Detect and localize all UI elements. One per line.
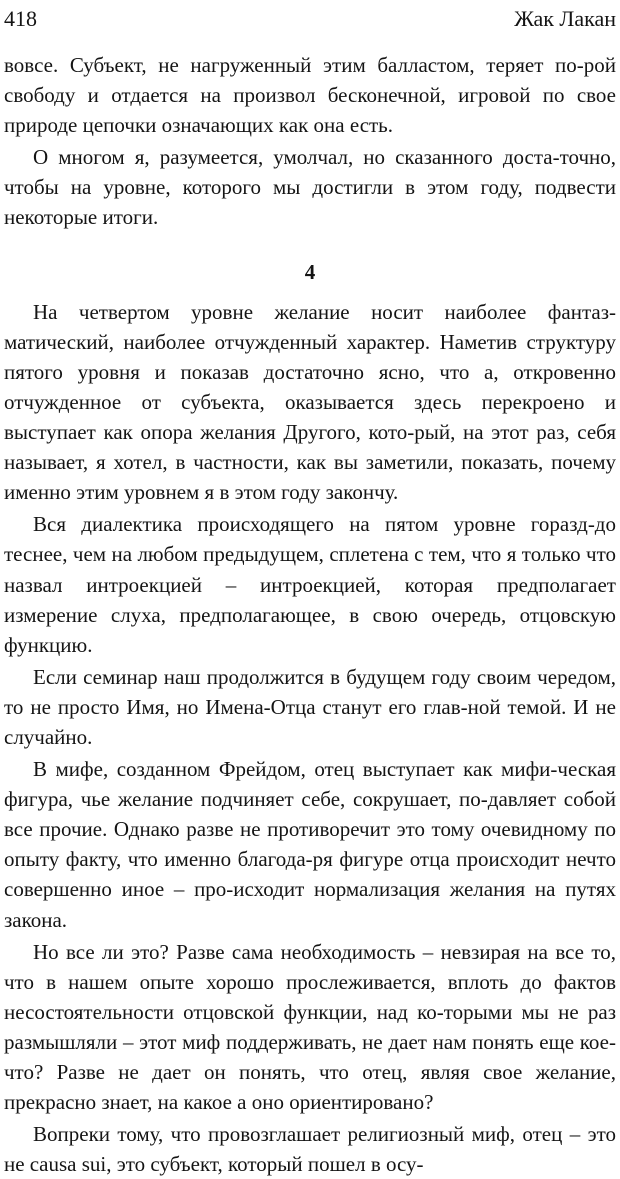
section-number: 4 <box>304 259 316 284</box>
paragraph: О многом я, разумеется, умолчал, но сказанного доста-точно, чтобы на уровне, которого мы достигли в этом году, подвести некоторые итоги. <box>4 145 616 230</box>
body-text <box>4 50 616 1179</box>
paragraph: Вся диалектика происходящего на пятом уровне горазд-до теснее, чем на любом предыдущем, сплетена с тем, что я только что назвал интроекцией – интроекцией, которая предполагает измерение слуха, предполагающее, в свою очередь, отцовскую функцию. <box>4 512 616 657</box>
paragraph: Но все ли это? Разве сама необходимость – невзирая на все то, что в нашем опыте хорошо прослеживается, вплоть до фактов несостоятельности отцовской функции, над ко-торыми мы не раз размышляли – этот миф поддерживать, не дает нам понять еще кое-что? Разве не дает он понять, что отец, являя свое желание, прекрасно знает, на какое а оно ориентировано? <box>4 939 616 1115</box>
paragraph-continued: вовсе. Субъект, не нагруженный этим балластом, теряет по-рой свободу и отдается на произвол бесконечной, игровой по свое природе цепочки означающих как она есть. <box>4 53 616 138</box>
paragraph: На четвертом уровне желание носит наиболее фантаз-матический, наиболее отчужденный характер. Наметив структуру пятого уровня и показав достаточно ясно, что а, откровенно отчужденное от субъекта, оказывается здесь перекроено и выступает как опора желания Другого, кото-рый, на этот раз, себя называет, я хотел, в частности, как вы заметили, показать, почему именно этим уровнем я в этом году закончу. <box>4 299 616 505</box>
paragraph: Вопреки тому, что провозглашает религиозный миф, отец – это не causa sui, это субъект, который пошел в осу- <box>4 1122 616 1177</box>
paragraph: Если семинар наш продолжится в будущем году своим чередом, то не просто Имя, но Имена-Отца станут его глав-ной темой. И не случайно. <box>4 664 616 749</box>
page-number: 418 <box>4 6 37 31</box>
paragraph: В мифе, созданном Фрейдом, отец выступает как мифи-ческая фигура, чье желание подчиняет себе, сокрушает, по-давляет собой все прочие. Однако разве не противоречит это тому очевидному по опыту факту, что именно благода-ря фигуре отца происходит нечто совершенно иное – про-исходит нормализация желания на путях закона. <box>4 757 616 932</box>
page-header <box>4 6 616 36</box>
running-title: Жак Лакан <box>514 6 616 31</box>
